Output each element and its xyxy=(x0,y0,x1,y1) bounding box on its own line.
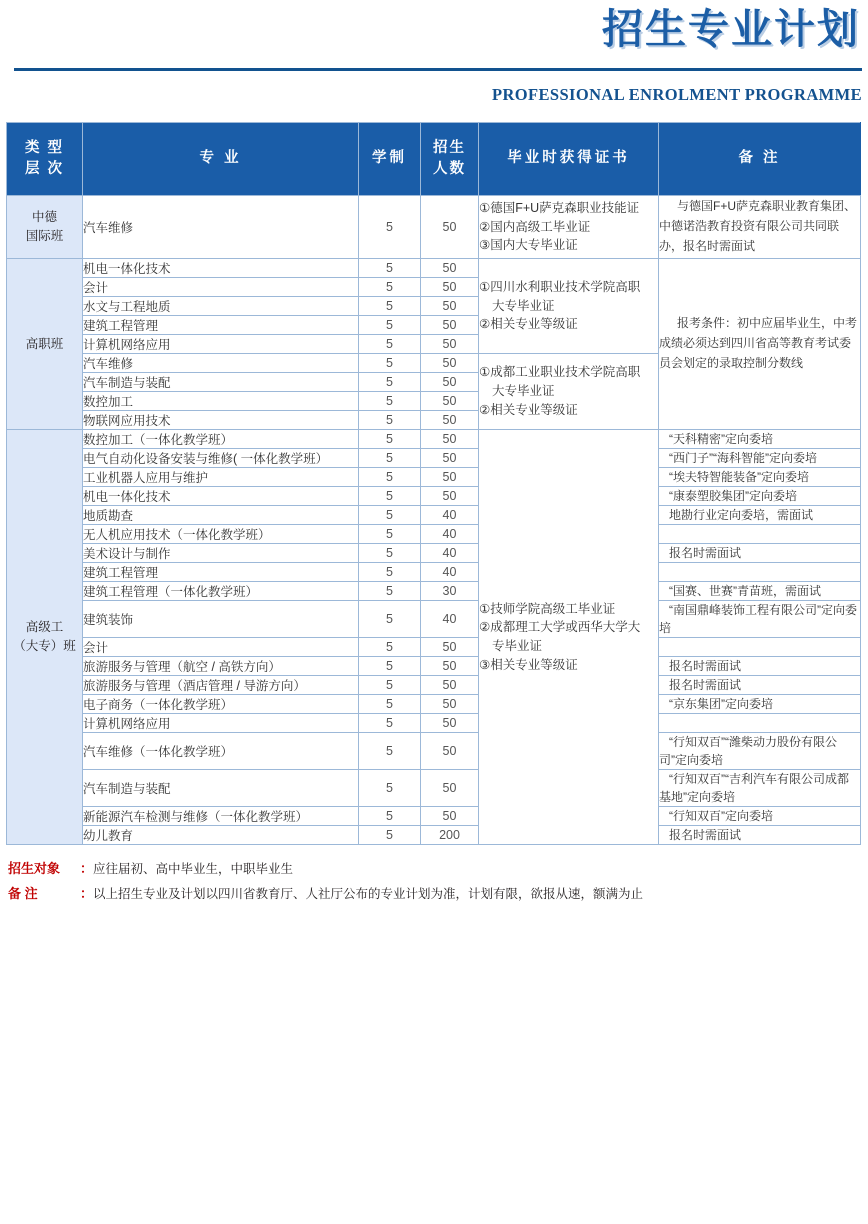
cell-remark: “埃夫特智能装备”定向委培 xyxy=(659,468,861,487)
cell-certificates xyxy=(479,259,659,354)
cell-certificates xyxy=(479,196,659,259)
cell-major: 水文与工程地质 xyxy=(83,297,359,316)
cell-years: 5 xyxy=(359,449,421,468)
cell-remark: 报名时需面试 xyxy=(659,657,861,676)
cell-major: 旅游服务与管理（酒店管理 / 导游方向） xyxy=(83,676,359,695)
col-header-category-line1: 类 型 xyxy=(24,139,65,156)
certificate-line: 大专毕业证 xyxy=(492,298,555,313)
table-row xyxy=(7,582,861,601)
cell-category xyxy=(7,430,83,845)
cell-major: 无人机应用技术（一体化教学班） xyxy=(83,525,359,544)
cell-quota: 50 xyxy=(421,714,479,733)
cell-years: 5 xyxy=(359,411,421,430)
cell-remark: 报名时需面试 xyxy=(659,676,861,695)
table-row xyxy=(7,657,861,676)
cell-certificates xyxy=(479,354,659,430)
col-header-category xyxy=(7,123,83,196)
page-title: 招生专业计划 xyxy=(602,5,860,53)
cell-major: 建筑工程管理（一体化教学班） xyxy=(83,582,359,601)
cell-major: 物联网应用技术 xyxy=(83,411,359,430)
cell-quota: 50 xyxy=(421,487,479,506)
cell-years: 5 xyxy=(359,826,421,845)
cell-major: 美术设计与制作 xyxy=(83,544,359,563)
table-row xyxy=(7,487,861,506)
footer-notes xyxy=(0,845,868,907)
cell-remark: “康泰塑胶集团”定向委培 xyxy=(659,487,861,506)
cell-years: 5 xyxy=(359,468,421,487)
cell-remark: “行知双百”“吉利汽车有限公司成都基地”定向委培 xyxy=(659,770,861,807)
cell-years: 5 xyxy=(359,354,421,373)
table-row xyxy=(7,430,861,449)
note-sep-0: ： xyxy=(80,861,94,876)
cell-years: 5 xyxy=(359,733,421,770)
cell-quota: 40 xyxy=(421,563,479,582)
enrolment-table-wrapper xyxy=(0,122,868,845)
table-row xyxy=(7,770,861,807)
certificate-line: ②相关专业等级证 xyxy=(479,317,578,332)
cell-remark: 报考条件：初中应届毕业生，中考成绩必须达到四川省高等教育考试委员会划定的录取控制分数线 xyxy=(659,259,861,430)
cell-years: 5 xyxy=(359,392,421,411)
table-head xyxy=(7,123,861,196)
cell-years: 5 xyxy=(359,335,421,354)
table-row xyxy=(7,259,861,278)
cell-major: 机电一体化技术 xyxy=(83,487,359,506)
cell-remark: “西门子”“海科智能”定向委培 xyxy=(659,449,861,468)
cell-major: 数控加工（一体化教学班） xyxy=(83,430,359,449)
cell-major: 机电一体化技术 xyxy=(83,259,359,278)
header-divider xyxy=(14,68,862,71)
cell-remark: “行知双百”“潍柴动力股份有限公司”定向委培 xyxy=(659,733,861,770)
cell-major: 计算机网络应用 xyxy=(83,335,359,354)
cell-major: 建筑装饰 xyxy=(83,601,359,638)
note-sep-1: ： xyxy=(80,885,94,901)
table-row xyxy=(7,449,861,468)
cell-quota: 50 xyxy=(421,392,479,411)
page-subtitle: PROFESSIONAL ENROLMENT PROGRAMME xyxy=(491,85,862,104)
cell-major: 电气自动化设备安装与维修( 一体化教学班） xyxy=(83,449,359,468)
cell-major: 数控加工 xyxy=(83,392,359,411)
note-remark xyxy=(8,882,862,907)
table-row xyxy=(7,638,861,657)
cell-category xyxy=(7,259,83,430)
certificate-line: ②成都理工大学或西华大学大 xyxy=(479,620,641,635)
cell-years: 5 xyxy=(359,714,421,733)
col-header-years: 学制 xyxy=(359,123,421,196)
cell-quota: 50 xyxy=(421,278,479,297)
cell-quota: 40 xyxy=(421,525,479,544)
category-line1: 中德 xyxy=(31,210,57,225)
cell-major: 会计 xyxy=(83,278,359,297)
cell-quota: 30 xyxy=(421,582,479,601)
note-text-remark: 以上招生专业及计划以四川省教育厅、人社厅公布的专业计划为准，计划有限，欲报从速，额满为止 xyxy=(93,886,644,901)
cell-years: 5 xyxy=(359,770,421,807)
cell-major: 汽车制造与装配 xyxy=(83,770,359,807)
cell-remark: 地勘行业定向委培，需面试 xyxy=(659,506,861,525)
cell-remark: 报名时需面试 xyxy=(659,826,861,845)
cell-major: 幼儿教育 xyxy=(83,826,359,845)
cell-quota: 50 xyxy=(421,638,479,657)
cell-quota: 50 xyxy=(421,196,479,259)
cell-remark: “南国鼎峰装饰工程有限公司”定向委培 xyxy=(659,601,861,638)
cell-certificates xyxy=(479,430,659,845)
cell-years: 5 xyxy=(359,525,421,544)
note-text-admission-target: 应往届初、高中毕业生，中职毕业生 xyxy=(93,862,294,876)
cell-quota: 40 xyxy=(421,544,479,563)
cell-major: 新能源汽车检测与维修（一体化教学班） xyxy=(83,807,359,826)
col-header-quota xyxy=(421,123,479,196)
cell-years: 5 xyxy=(359,259,421,278)
cell-years: 5 xyxy=(359,676,421,695)
cell-remark: “京东集团”定向委培 xyxy=(659,695,861,714)
category-line1: 高职班 xyxy=(25,336,64,351)
category-line1: 高级工 xyxy=(25,620,64,635)
table-body xyxy=(7,196,861,845)
cell-major: 计算机网络应用 xyxy=(83,714,359,733)
cell-remark xyxy=(659,638,861,657)
page-header xyxy=(0,0,868,122)
cell-quota: 50 xyxy=(421,373,479,392)
certificate-line: ①四川水利职业技术学院高职 xyxy=(479,279,641,294)
cell-quota: 200 xyxy=(421,826,479,845)
cell-quota: 50 xyxy=(421,297,479,316)
cell-quota: 50 xyxy=(421,676,479,695)
cell-years: 5 xyxy=(359,297,421,316)
category-line2: （大专）班 xyxy=(13,639,76,653)
table-header-row xyxy=(7,123,861,196)
cell-years: 5 xyxy=(359,196,421,259)
cell-years: 5 xyxy=(359,638,421,657)
cell-years: 5 xyxy=(359,373,421,392)
note-label-admission-target: 招生对象 xyxy=(8,861,61,876)
cell-years: 5 xyxy=(359,601,421,638)
col-header-major: 专 业 xyxy=(83,123,359,196)
cell-remark: “行知双百”定向委培 xyxy=(659,807,861,826)
cell-quota: 40 xyxy=(421,506,479,525)
cell-major: 汽车维修 xyxy=(83,196,359,259)
cell-remark: “天科精密”定向委培 xyxy=(659,430,861,449)
table-row xyxy=(7,196,861,259)
col-header-remarks: 备 注 xyxy=(659,123,861,196)
cell-major: 地质勘查 xyxy=(83,506,359,525)
cell-category xyxy=(7,196,83,259)
note-admission-target xyxy=(8,857,862,882)
cell-quota: 50 xyxy=(421,411,479,430)
certificate-line: ②相关专业等级证 xyxy=(479,402,578,417)
certificate-line: 大专毕业证 xyxy=(492,384,555,399)
table-row xyxy=(7,563,861,582)
cell-years: 5 xyxy=(359,695,421,714)
cell-major: 会计 xyxy=(83,638,359,657)
cell-quota: 50 xyxy=(421,354,479,373)
cell-remark: 报名时需面试 xyxy=(659,544,861,563)
enrolment-plan-table xyxy=(6,122,861,845)
cell-major: 汽车制造与装配 xyxy=(83,373,359,392)
cell-years: 5 xyxy=(359,657,421,676)
table-row xyxy=(7,525,861,544)
cell-remark xyxy=(659,525,861,544)
table-row xyxy=(7,544,861,563)
cell-major: 电子商务（一体化教学班） xyxy=(83,695,359,714)
cell-years: 5 xyxy=(359,316,421,335)
cell-major: 建筑工程管理 xyxy=(83,563,359,582)
cell-quota: 50 xyxy=(421,468,479,487)
table-row xyxy=(7,714,861,733)
cell-years: 5 xyxy=(359,487,421,506)
cell-major: 工业机器人应用与维护 xyxy=(83,468,359,487)
cell-years: 5 xyxy=(359,544,421,563)
table-row xyxy=(7,468,861,487)
cell-years: 5 xyxy=(359,278,421,297)
category-line2: 国际班 xyxy=(25,229,64,243)
certificate-line: ③相关专业等级证 xyxy=(479,657,578,672)
col-header-certificates: 毕业时获得证书 xyxy=(479,123,659,196)
cell-quota: 50 xyxy=(421,259,479,278)
cell-quota: 50 xyxy=(421,657,479,676)
cell-quota: 50 xyxy=(421,807,479,826)
certificate-line: ①成都工业职业技术学院高职 xyxy=(479,365,641,380)
cell-remark: “国赛、世赛”青苗班，需面试 xyxy=(659,582,861,601)
cell-quota: 50 xyxy=(421,449,479,468)
cell-quota: 50 xyxy=(421,733,479,770)
col-header-quota-line2: 人数 xyxy=(433,161,466,177)
table-row xyxy=(7,601,861,638)
col-header-category-line2: 层 次 xyxy=(24,161,65,177)
note-label-remark: 备 注 xyxy=(8,885,38,901)
cell-major: 汽车维修（一体化教学班） xyxy=(83,733,359,770)
cell-major: 建筑工程管理 xyxy=(83,316,359,335)
table-row xyxy=(7,506,861,525)
cell-years: 5 xyxy=(359,563,421,582)
certificate-line: 专毕业证 xyxy=(492,639,543,653)
cell-quota: 50 xyxy=(421,430,479,449)
cell-years: 5 xyxy=(359,807,421,826)
certificate-line: ②国内高级工毕业证 xyxy=(479,219,591,234)
certificate-line: ③国内大专毕业证 xyxy=(479,238,578,253)
cell-years: 5 xyxy=(359,430,421,449)
cell-years: 5 xyxy=(359,582,421,601)
cell-years: 5 xyxy=(359,506,421,525)
cell-quota: 50 xyxy=(421,695,479,714)
cell-quota: 50 xyxy=(421,770,479,807)
cell-remark xyxy=(659,563,861,582)
table-row xyxy=(7,826,861,845)
table-row xyxy=(7,807,861,826)
col-header-quota-line1: 招生 xyxy=(433,139,466,156)
table-row xyxy=(7,676,861,695)
certificate-line: ①德国F+U萨克森职业技能证 xyxy=(479,200,640,215)
cell-quota: 50 xyxy=(421,335,479,354)
table-row xyxy=(7,695,861,714)
cell-quota: 50 xyxy=(421,316,479,335)
cell-major: 汽车维修 xyxy=(83,354,359,373)
cell-remark xyxy=(659,714,861,733)
cell-major: 旅游服务与管理（航空 / 高铁方向） xyxy=(83,657,359,676)
certificate-line: ①技师学院高级工毕业证 xyxy=(479,601,616,616)
cell-remark: 与德国F+U萨克森职业教育集团、中德诺浩教育投资有限公司共同联办，报名时需面试 xyxy=(659,196,861,259)
cell-quota: 40 xyxy=(421,601,479,638)
table-row xyxy=(7,733,861,770)
